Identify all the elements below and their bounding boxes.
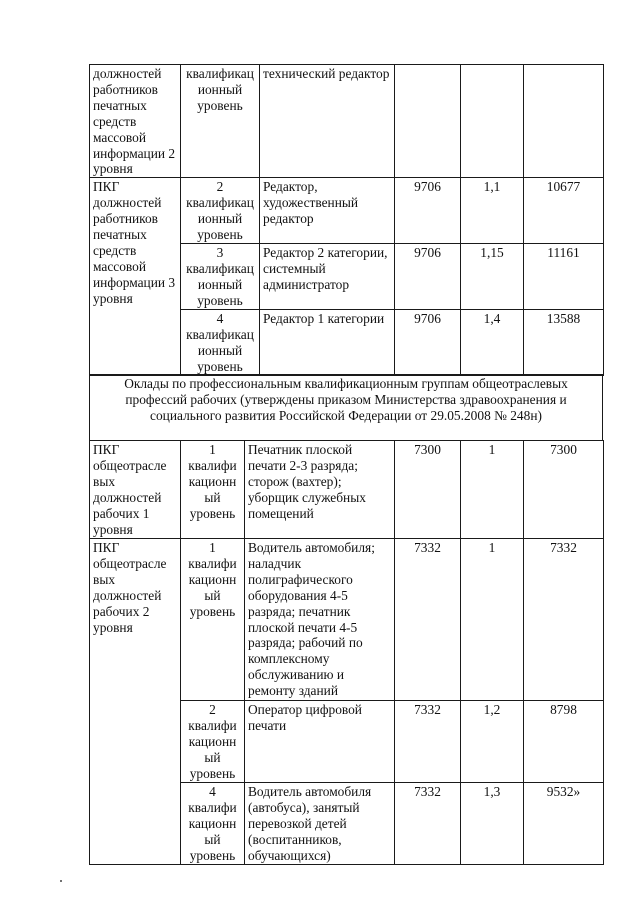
base-salary-cell: 7332: [395, 701, 461, 783]
scan-speck: [60, 880, 62, 882]
salary-cell: [524, 65, 604, 178]
base-salary-cell: 9706: [395, 178, 461, 244]
position-cell: Печатник плоской печати 2-3 разряда; сторож (вахтер); уборщик служебных помещений: [245, 441, 395, 539]
coefficient-cell: 1,4: [461, 310, 524, 376]
level-cell: квалификац ионный уровень: [181, 65, 260, 178]
table-row: [90, 65, 604, 178]
base-salary-cell: 7300: [395, 441, 461, 539]
level-cell: 2 квалификац ионный уровень: [181, 178, 260, 244]
base-salary-cell: 7332: [395, 539, 461, 701]
level-cell: 2 квалифи кационн ый уровень: [181, 701, 245, 783]
position-cell: Оператор цифровой печати: [245, 701, 395, 783]
salary-table-bottom: [89, 440, 604, 865]
position-cell: Редактор 1 категории: [260, 310, 395, 376]
base-salary-cell: 9706: [395, 244, 461, 310]
salary-cell: 8798: [524, 701, 604, 783]
salary-table-top: [89, 64, 604, 376]
group-cell: ПКГ должностей работников печатных средств массовой информации 3 уровня: [90, 178, 181, 376]
section-heading: Оклады по профессиональным квалификационным группам общеотраслевых профессий рабочих (утверждены приказом Министерства здравоохранения и социального развития Российской Федерации от 29.05.2008 № 248н): [90, 375, 603, 441]
base-salary-cell: 9706: [395, 310, 461, 376]
coefficient-cell: 1,2: [461, 701, 524, 783]
section-heading-table: [89, 374, 603, 441]
base-salary-cell: 7332: [395, 783, 461, 865]
coefficient-cell: 1,1: [461, 178, 524, 244]
position-cell: Водитель автомобиля (автобуса), занятый перевозкой детей (воспитанников, обучающихся): [245, 783, 395, 865]
level-cell: 1 квалифи кационн ый уровень: [181, 441, 245, 539]
group-cell: ПКГ общеотрасле вых должностей рабочих 2 уровня: [90, 539, 181, 865]
level-cell: 3 квалификац ионный уровень: [181, 244, 260, 310]
base-salary-cell: [395, 65, 461, 178]
level-cell: 1 квалифи кационн ый уровень: [181, 539, 245, 701]
position-cell: Редактор, художественный редактор: [260, 178, 395, 244]
salary-cell: 7300: [524, 441, 604, 539]
position-cell: Водитель автомобиля; наладчик полиграфического оборудования 4-5 разряда; печатник плоской печати 4-5 разряда; рабочий по комплексному обслуживанию и ремонту зданий: [245, 539, 395, 701]
salary-cell: 10677: [524, 178, 604, 244]
coefficient-cell: 1,3: [461, 783, 524, 865]
position-cell: Редактор 2 категории, системный администратор: [260, 244, 395, 310]
coefficient-cell: 1: [461, 539, 524, 701]
table-row: [90, 441, 604, 539]
group-cell: ПКГ общеотрасле вых должностей рабочих 1 уровня: [90, 441, 181, 539]
position-cell: технический редактор: [260, 65, 395, 178]
coefficient-cell: [461, 65, 524, 178]
salary-cell: 9532»: [524, 783, 604, 865]
coefficient-cell: 1: [461, 441, 524, 539]
group-cell: должностей работников печатных средств массовой информации 2 уровня: [90, 65, 181, 178]
table-row: [90, 178, 604, 244]
table-row: [90, 539, 604, 701]
level-cell: 4 квалификац ионный уровень: [181, 310, 260, 376]
salary-cell: 7332: [524, 539, 604, 701]
salary-cell: 11161: [524, 244, 604, 310]
level-cell: 4 квалифи кационн ый уровень: [181, 783, 245, 865]
salary-cell: 13588: [524, 310, 604, 376]
coefficient-cell: 1,15: [461, 244, 524, 310]
